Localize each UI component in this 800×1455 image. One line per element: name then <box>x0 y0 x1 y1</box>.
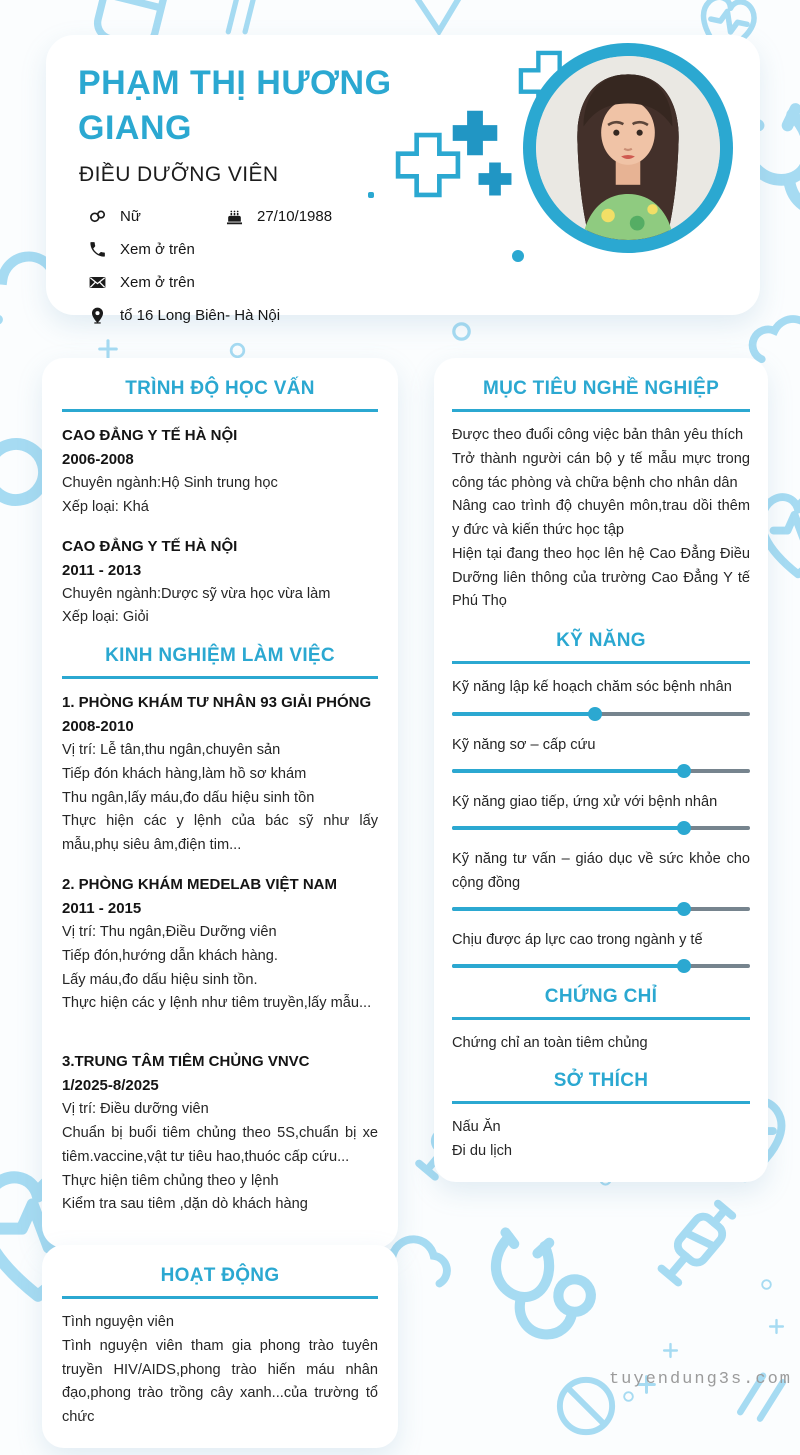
job-title: ĐIỀU DƯỠNG VIÊN <box>79 163 279 187</box>
ring-doodle-icon <box>622 1390 635 1403</box>
skill-item <box>452 734 750 778</box>
experience-detail: Kiểm tra sau tiêm ,dặn dò khách hàng <box>62 1196 308 1213</box>
slider-fill <box>452 964 684 968</box>
section-title-skills: KỸ NĂNG <box>556 630 646 652</box>
education-detail: Chuyên ngành:Dược sỹ vừa học vừa làm <box>62 585 331 602</box>
dot-decoration <box>512 250 524 262</box>
certificate-line: Chứng chỉ an toàn tiêm chủng <box>452 1035 648 1052</box>
objective-line: Nâng cao trình độ chuyên môn,trau dồi thêm y đức và kiến thức học tập <box>452 498 750 539</box>
plus-doodle-icon <box>662 1342 679 1359</box>
skill-label: Kỹ năng tư vấn – giáo dục về sức khỏe cho cộng đồng <box>452 851 750 891</box>
company-name: 1. PHÒNG KHÁM TƯ NHÂN 93 GIẢI PHÓNG <box>62 694 372 712</box>
experience-detail: Thu ngân,lấy máu,đo dấu hiệu sinh tồn <box>62 789 315 806</box>
portrait-illustration <box>536 56 720 240</box>
skill-label: Kỹ năng sơ – cấp cứu <box>452 736 596 753</box>
experience-detail: Tiếp đón,hướng dẫn khách hàng. <box>62 947 278 964</box>
slider-knob[interactable] <box>588 707 602 721</box>
experience-item <box>62 873 378 1016</box>
slider-knob[interactable] <box>677 821 691 835</box>
education-detail: Xếp loại: Khá <box>62 498 149 515</box>
company-name: 2. PHÒNG KHÁM MEDELAB VIỆT NAM <box>62 876 338 894</box>
section-divider <box>452 1101 750 1104</box>
slider-fill <box>452 826 684 830</box>
gender-icon <box>88 207 107 226</box>
birthday-value: 27/10/1988 <box>257 208 333 226</box>
cross-filled-icon <box>478 162 512 201</box>
education-item <box>62 424 378 520</box>
ring-doodle-icon <box>760 1278 773 1291</box>
skill-slider[interactable] <box>452 959 750 973</box>
experience-detail: Thực hiện các y lệnh của bác sỹ như lấy mẫu,phụ siêu âm,điện tim... <box>62 813 378 854</box>
header-card <box>46 35 760 325</box>
slider-fill <box>452 769 684 773</box>
gender-field <box>88 207 225 226</box>
experience-detail: Thực hiện các y lệnh như tiêm truyền,lấy mẫu... <box>62 995 372 1012</box>
skill-item <box>452 676 750 720</box>
education-experience-card <box>42 358 398 1248</box>
skill-label: Kỹ năng giao tiếp, ứng xử với bệnh nhân <box>452 793 718 810</box>
objective-line: Được theo đuổi công việc bản thân yêu thích <box>452 427 744 443</box>
phone-field <box>88 240 195 259</box>
slashes-doodle-icon <box>222 0 264 36</box>
section-title-certificates: CHỨNG CHỈ <box>544 986 658 1008</box>
profile-photo-frame <box>523 43 733 253</box>
objective-line: Trở thành người cán bộ y tế mẫu mực trong công tác phòng và chữa bệnh cho nhân dân <box>452 450 750 491</box>
skill-slider[interactable] <box>452 821 750 835</box>
plus-doodle-icon <box>97 338 119 360</box>
skill-label: Chịu được áp lực cao trong ngành y tế <box>452 931 703 948</box>
slider-knob[interactable] <box>677 959 691 973</box>
experience-detail: Thực hiện tiêm chủng theo y lệnh <box>62 1172 279 1189</box>
experience-detail: Lấy máu,đo dấu hiệu sinh tồn. <box>62 971 258 988</box>
email-icon <box>88 273 107 292</box>
section-title-objective: MỤC TIÊU NGHỀ NGHIỆP <box>482 378 720 399</box>
section-divider <box>452 661 750 664</box>
candidate-name: PHẠM THỊ HƯƠNG GIANG <box>78 64 392 148</box>
slider-knob[interactable] <box>677 764 691 778</box>
education-item <box>62 535 378 631</box>
email-value: Xem ở trên <box>120 274 195 292</box>
section-divider <box>452 409 750 412</box>
school-name: CAO ĐẲNG Y TẾ HÀ NỘI <box>62 427 238 444</box>
activities-card <box>42 1245 398 1448</box>
experience-period: 2011 - 2015 <box>62 900 142 918</box>
experience-detail: Vị trí: Điều dưỡng viên <box>62 1101 209 1118</box>
skill-label: Kỹ năng lập kế hoạch chăm sóc bệnh nhân <box>452 679 732 696</box>
education-detail: Xếp loại: Giỏi <box>62 609 149 626</box>
location-pin-icon <box>88 306 107 325</box>
address-value: tổ 16 Long Biên- Hà Nội <box>120 307 281 325</box>
skill-slider[interactable] <box>452 707 750 721</box>
plus-doodle-icon <box>768 1318 785 1335</box>
slider-knob[interactable] <box>677 902 691 916</box>
address-field <box>88 306 280 325</box>
stethoscope-doodle-icon <box>470 1214 617 1361</box>
hobby-line: Nấu Ăn <box>452 1119 501 1136</box>
dot-decoration <box>368 192 374 198</box>
section-title-hobbies: SỞ THÍCH <box>553 1070 649 1092</box>
profile-photo <box>536 56 720 240</box>
activity-line: Tình nguyện viên tham gia phong trào tuyên truyền HIV/AIDS,phong trào hiến máu nhân đạo,phong trào trồng cây xanh...của trường tổ chức <box>62 1337 378 1426</box>
education-period: 2011 - 2013 <box>62 561 142 579</box>
birthday-field <box>225 207 332 226</box>
section-divider <box>62 1296 378 1299</box>
skill-item <box>452 929 750 973</box>
section-divider <box>452 1017 750 1020</box>
skill-item <box>452 848 750 916</box>
education-period: 2006-2008 <box>62 451 134 468</box>
experience-item <box>62 1050 378 1217</box>
skill-item <box>452 791 750 835</box>
site-watermark: tuyendung3s.com <box>608 1370 792 1389</box>
email-field <box>88 273 195 292</box>
slider-fill <box>452 712 595 716</box>
experience-detail: Chuẩn bị buổi tiêm chủng theo 5S,chuẩn bị xe tiêm.vaccine,vật tư tiêu hao,thuóc cấp cứu... <box>62 1124 378 1165</box>
section-divider <box>62 676 378 679</box>
section-title-activities: HOẠT ĐỘNG <box>160 1265 280 1286</box>
experience-period: 1/2025-8/2025 <box>62 1077 159 1095</box>
skill-slider[interactable] <box>452 764 750 778</box>
school-name: CAO ĐẲNG Y TẾ HÀ NỘI <box>62 537 238 555</box>
experience-detail: Vị trí: Lễ tân,thu ngân,chuyên sản <box>62 742 281 759</box>
experience-period: 2008-2010 <box>62 718 134 736</box>
company-name: 3.TRUNG TÂM TIÊM CHỦNG VNVC <box>62 1053 310 1071</box>
objective-skills-card <box>434 358 768 1182</box>
experience-detail: Tiếp đón khách hàng,làm hồ sơ khám <box>62 765 307 782</box>
experience-item <box>62 691 378 858</box>
slider-fill <box>452 907 684 911</box>
section-title-education: TRÌNH ĐỘ HỌC VẤN <box>125 378 315 399</box>
experience-detail: Vị trí: Thu ngân,Điều Dưỡng viên <box>62 924 277 941</box>
education-detail: Chuyên ngành:Hộ Sinh trung học <box>62 475 278 491</box>
objective-line: Hiện tại đang theo học lên hệ Cao Đẳng Điều Dưỡng liên thông của trường Cao Đẳng Y tế Phú Thọ <box>452 545 750 610</box>
cross-outline-icon <box>395 132 461 203</box>
skill-slider[interactable] <box>452 902 750 916</box>
section-title-experience: KINH NGHIỆM LÀM VIỆC <box>105 645 335 667</box>
hobby-line: Đi du lịch <box>452 1142 513 1159</box>
phone-value: Xem ở trên <box>120 241 195 259</box>
activity-line: Tình nguyện viên <box>62 1314 174 1330</box>
birthday-cake-icon <box>225 207 244 226</box>
phone-icon <box>88 240 107 259</box>
gender-value: Nữ <box>120 208 141 226</box>
section-divider <box>62 409 378 412</box>
